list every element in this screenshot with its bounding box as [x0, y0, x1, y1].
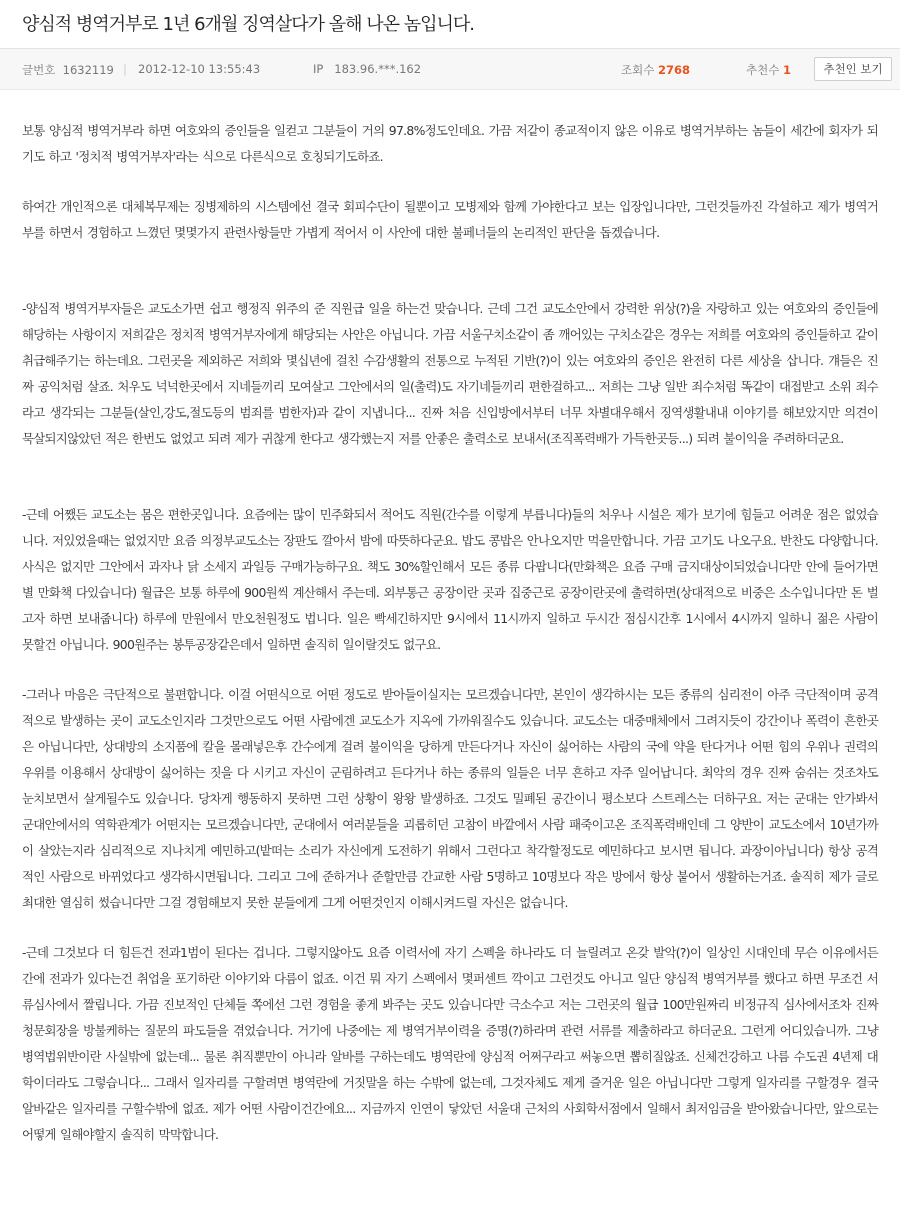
view-recommenders-button[interactable]: 추천인 보기: [814, 57, 892, 81]
post-meta-bar: [0, 49, 900, 90]
body-paragraph: -그러나 마음은 극단적으로 불편합니다. 이걸 어떤식으로 어떤 정도로 받아들이실지는 모르겠습니다만, 본인이 생각하시는 모든 종류의 심리전이 아주 극단적이며 공격적으로 발생하는 곳이 교도소인지라 그것만으로도 어떤 사람에겐 교도소가 지옥에 가까워질수도 있습니다. 교도소는 대중매체에서 그려지듯이 강간이나 폭력이 흔한곳은 아닙니다만, 상대방의 소지품에 칼을 몰래넣은후 간수에게 걸려 불이익을 당하게 만든다거나 자신이 싫어하는 사람의 국에 약을 탄다거나 어떤 힘의 우위나 권력의 우위를 이용해서 상대방이 싫어하는 짓을 다 시키고 자신이 군림하려고 든다거나 하는 종류의 일들은 너무 흔하고 자주 일어납니다. 최악의 경우 진짜 숨쉬는 것조차도 눈치보면서 살게될수도 있습니다. 당차게 행동하지 못하면 그런 상황이 왕왕 발생하죠. 그것도 밀폐된 공간이니 평소보다 스트레스는 더하구요. 저는 군대는 안가봐서 군대안에서의 역학관계가 어떤지는 모르겠습니다만, 군대에서 여러분들을 괴롭히던 고참이 바깥에서 사람 패죽이고온 조직폭력배인데 그 양반이 교도소에서 10년가까이 살았는지라 심리적으로 지나치게 예민하고(밭떠는 소리가 자신에게 도전하기 위해서 그런다고 착각할정도로 예민하다고 보시면 됩니다. 과장이아닙니다) 항상 공격적인 사람으로 바뀌었다고 생각하시면됩니다. 그리고 그에 준하거나 준할만큼 간교한 사람 5명하고 10명보다 작은 방에서 항상 붙어서 생활하는거죠. 솔직히 제가 글로 최대한 열심히 썼습니다만 그걸 경험해보지 못한 분들에게 그게 어떤것인지 이해시켜드릴 자신은 없습니다.: [22, 687, 878, 910]
ip-address: 183.96.***.162: [334, 62, 422, 76]
post-body: [22, 118, 878, 1172]
body-paragraph: -근데 그것보다 더 힘든건 전과1범이 된다는 겁니다. 그렇지않아도 요즘 이력서에 자기 스펙을 하나라도 더 늘릴려고 온갖 발악(?)이 일상인 시대인데 무슨 이유에서든간에 전과가 있다는건 취업을 포기하란 이야기와 다름이 없죠. 이건 뭐 자기 스펙에서 몇퍼센트 깍이고 그런것도 아니고 일단 양심적 병역거부를 했다고 하면 무조건 서류심사에서 짤립니다. 가끔 진보적인 단체들 쪽에선 그런 경험을 좋게 봐주는 곳도 있습니다만 극소수고 저는 그런곳의 월급 100만원짜리 비정규직 심사에서조차 진짜 청문회장을 방불케하는 질문의 파도들을 겪었습니다. 거기에 나중에는 제 병역거부이력을 증명(?)하라며 관련 서류를 제출하라고 하더군요. 그런게 어디있습니까. 그냥 병역법위반이란 사실밖에 없는데... 물론 취직뿐만이 아니라 알바를 구하는데도 병역란에 양심적 어쩌구라고 써놓으면 뽑히질않죠. 신체건강하고 나름 수도권 4년제 대학이더라도 그렇습니다... 그래서 일자리를 구할려면 병역란에 거짓말을 하는 수밖에 없는데, 그것자체도 제게 즐거운 일은 아닙니다만 그렇게 일자리를 구할경우 결국 알바같은 일자리를 구할수밖에 없죠. 제가 어떤 사람이건간에요... 지금까지 인연이 닿았던 서울대 근처의 사회학서점에서 일해서 최저임금을 받아왔습니다만, 앞으로는 어떻게 일해야할지 솔직히 막막합니다.: [22, 945, 878, 1142]
post-header: [0, 0, 900, 49]
body-paragraph: -양심적 병역거부자들은 교도소가면 쉽고 행정직 위주의 준 직원급 일을 하는건 맞습니다. 근데 그건 교도소안에서 강력한 위상(?)을 자랑하고 있는 여호와의 증인들에 해당하는 사항이지 저희같은 정치적 병역거부자에게 해당되는 사안은 아닙니다. 가끔 서울구치소같이 좀 깨어있는 구치소같은 경우는 저희를 여호와의 증인들하고 같이 취급해주기는 하는데요. 그런곳을 제외하곤 저희와 몇십년에 걸친 수감생활의 전통으로 누적된 기반(?)이 있는 여호와의 증인은 완전히 다른 세상을 삽니다. 걔들은 진짜 공익처럼 살죠. 처우도 넉넉한곳에서 지네들끼리 모여살고 그안에서의 일(출력)도 자기네들끼리 편한걸하고... 저희는 그냥 일반 죄수처럼 똑같이 대접받고 소위 죄수라고 생각되는 그분들(살인,강도,절도등의 범죄를 범한자)과 같이 지냅니다... 진짜 처음 신입방에서부터 너무 차별대우해서 징역생활내내 이야기를 해보았지만 의견이 묵살되지않았던 적은 한번도 없었고 되려 제가 귀찮게 한다고 생각했는지 저를 안좋은 출력소로 보내서(조직폭력배가 가득한곳등...) 되려 불이익을 주려하더군요.: [22, 301, 878, 446]
view-count-label: 조회수: [621, 63, 655, 77]
post-number-label: 글번호: [22, 63, 56, 77]
post-number: 1632119: [62, 63, 114, 77]
view-count-group: [621, 62, 690, 78]
body-paragraph: -근데 어쨌든 교도소는 몸은 편한곳입니다. 요즘에는 많이 민주화되서 적어도 직원(간수를 이렇게 부릅니다)들의 처우나 시설은 제가 보기에 힘들고 어려운 점은 없었습니다. 저있었을때는 없었지만 요즘 의정부교도소는 장판도 깔아서 밤에 따뜻하다군요. 밥도 콩밥은 안나오지만 먹을만합니다. 가끔 고기도 나오구요. 반찬도 다양합니다. 사식은 없지만 그안에서 과자나 닭 소세지 과일등 구매가능하구요. 책도 30%할인해서 모든 종류 다팝니다(만화책은 요즘 구매 금지대상이되었습니다만 안에 들어가면 별 만화책 다있습니다) 월급은 보통 하루에 900원씩 계산해서 주는데. 외부통근 공장이란 곳과 집중근로 공장이란곳에 출력하면(상대적으로 비중은 소수입니다만 돈 벌고자 하면 보내줍니다) 하루에 만원에서 만오천원정도 법니다. 일은 빡세긴하지만 9시에서 11시까지 일하고 두시간 점심시간후 1시에서 4시까지 일하니 젊은 사람이 못할건 아닙니다. 900원주는 봉투공장같은데서 일하면 솔직히 일이랄것도 없구요.: [22, 507, 878, 652]
recommend-count: 1: [782, 63, 791, 77]
recommend-count-label: 추천수: [746, 63, 780, 77]
post-ip-group: [313, 62, 421, 76]
body-paragraph: 하여간 개인적으론 대체복무제는 징병제하의 시스템에선 결국 회피수단이 될뿐이고 모병제와 함께 가야한다고 보는 입장입니다만, 그런것들까진 각설하고 제가 병역거부를 하면서 경험하고 느꼈던 몇몇가지 관련사항들만 가볍게 적어서 이 사안에 대한 불페너들의 논리적인 판단을 돕겠습니다.: [22, 199, 878, 240]
view-count: 2768: [657, 63, 690, 77]
ip-label: IP: [313, 62, 324, 76]
body-paragraph: 보통 양심적 병역거부라 하면 여호와의 증인들을 일컫고 그분들이 거의 97.8%정도인데요. 가끔 저같이 종교적이지 않은 이유로 병역거부하는 놈들이 세간에 회자가 되기도 하고 '정치적 병역거부자'라는 식으로 다른식으로 호칭되기도하죠.: [22, 123, 878, 164]
post-title: 양심적 병역거부로 1년 6개월 징역살다가 올해 나온 놈입니다.: [22, 14, 474, 35]
post-date: 2012-12-10 13:55:43: [138, 62, 261, 76]
recommend-count-group: [746, 62, 791, 78]
meta-separator: |: [123, 62, 127, 76]
post-number-group: [22, 62, 114, 78]
